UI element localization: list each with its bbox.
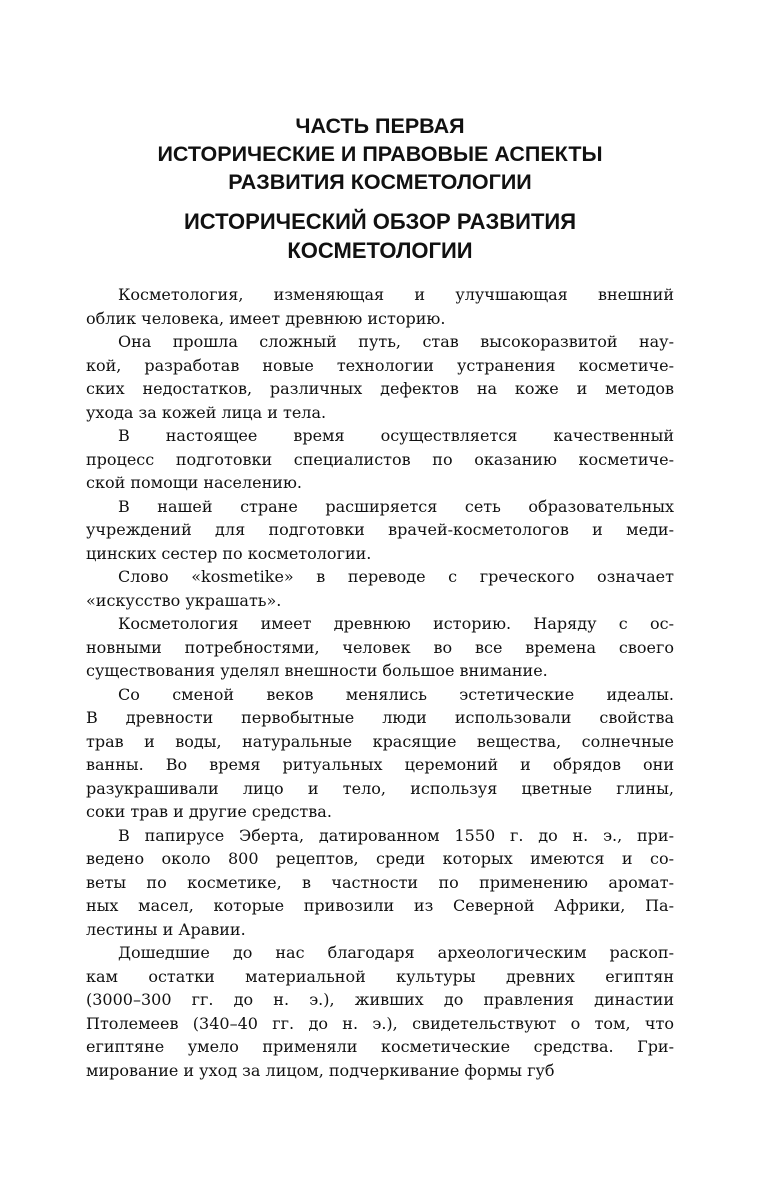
section-heading-line: ИСТОРИЧЕСКИЙ ОБЗОР РАЗВИТИЯ	[183, 209, 577, 234]
paragraph-line: ванны. Во время ритуальных церемоний и обрядов они	[86, 755, 674, 774]
paragraph	[86, 941, 674, 1082]
paragraph-line: В настоящее время осуществляется качественный	[118, 426, 674, 445]
paragraph-line: ской помощи населению.	[86, 473, 302, 492]
part-heading-line: ЧАСТЬ ПЕРВАЯ	[295, 114, 465, 138]
paragraph-line: ведено около 800 рецептов, среди которых имеются и со-	[86, 849, 674, 868]
paragraph	[86, 283, 674, 330]
paragraph-line: В папирусе Эберта, датированном 1550 г. до н. э., при-	[118, 825, 674, 845]
paragraph-line: В нашей стране расширяется сеть образовательных	[118, 496, 674, 516]
part-heading-line: ИСТОРИЧЕСКИЕ И ПРАВОВЫЕ АСПЕКТЫ	[157, 142, 603, 166]
body-text	[86, 283, 674, 1082]
paragraph	[86, 683, 674, 824]
paragraph-line: облик человека, имеет древнюю историю.	[86, 308, 446, 328]
paragraph-line: В древности первобытные люди использовали свойства	[86, 708, 674, 727]
paragraph-line: мирование и уход за лицом, подчеркивание формы губ	[86, 1060, 555, 1080]
paragraph-line: учреждений для подготовки врачей-косметологов и меди-	[86, 520, 674, 539]
paragraph	[86, 330, 674, 424]
paragraph-line: кам остатки материальной культуры древних египтян	[86, 966, 674, 986]
paragraph-line: Птолемеев (340–40 гг. до н. э.), свидетельствуют о том, что	[86, 1013, 674, 1033]
paragraph-line: процесс подготовки специалистов по оказанию косметиче-	[86, 449, 674, 469]
paragraph-line: ных масел, которые привозили из Северной Африки, Па-	[86, 896, 674, 915]
paragraph-line: Со сменой веков менялись эстетические идеалы.	[118, 684, 674, 704]
paragraph-line: Косметология имеет древнюю историю. Наряду с ос-	[118, 614, 674, 633]
paragraph	[86, 495, 674, 566]
paragraph-line: веты по косметике, в частности по применению аромат-	[86, 872, 674, 892]
paragraph-line: соки трав и другие средства.	[86, 802, 332, 821]
paragraph	[86, 565, 674, 612]
section-heading	[86, 208, 674, 265]
paragraph	[86, 424, 674, 495]
paragraph-line: лестины и Аравии.	[86, 919, 246, 939]
paragraph-line: (3000–300 гг. до н. э.), живших до правления династии	[86, 990, 674, 1009]
section-heading-line: КОСМЕТОЛОГИИ	[287, 237, 473, 263]
paragraph-line: трав и воды, натуральные красящие вещества, солнечные	[86, 731, 674, 751]
paragraph-line: «искусство украшать».	[86, 590, 282, 610]
paragraph-line: разукрашивали лицо и тело, используя цветные глины,	[86, 778, 674, 798]
paragraph-line: Она прошла сложный путь, став высокоразвитой нау-	[118, 332, 674, 351]
paragraph-line: ских недостатков, различных дефектов на коже и методов	[86, 379, 674, 398]
paragraph-line: ухода за кожей лица и тела.	[86, 402, 327, 422]
paragraph	[86, 612, 674, 683]
paragraph-line: кой, разработав новые технологии устранения косметиче-	[86, 355, 674, 375]
page-content	[86, 112, 674, 1082]
paragraph-line: цинских сестер по косметологии.	[86, 543, 372, 563]
paragraph-line: Косметология, изменяющая и улучшающая внешний	[118, 285, 674, 304]
paragraph-line: существования уделял внешности большое внимание.	[86, 661, 548, 680]
paragraph	[86, 824, 674, 942]
paragraph-line: новными потребностями, человек во все времена своего	[86, 637, 674, 657]
paragraph-line: Дошедшие до нас благодаря археологическим раскоп-	[118, 943, 674, 962]
paragraph-line: Слово «kosmetike» в переводе с греческого означает	[118, 567, 674, 586]
part-heading	[86, 112, 674, 196]
part-heading-line: РАЗВИТИЯ КОСМЕТОЛОГИИ	[228, 170, 532, 194]
paragraph-line: египтяне умело применяли косметические средства. Гри-	[86, 1037, 674, 1056]
